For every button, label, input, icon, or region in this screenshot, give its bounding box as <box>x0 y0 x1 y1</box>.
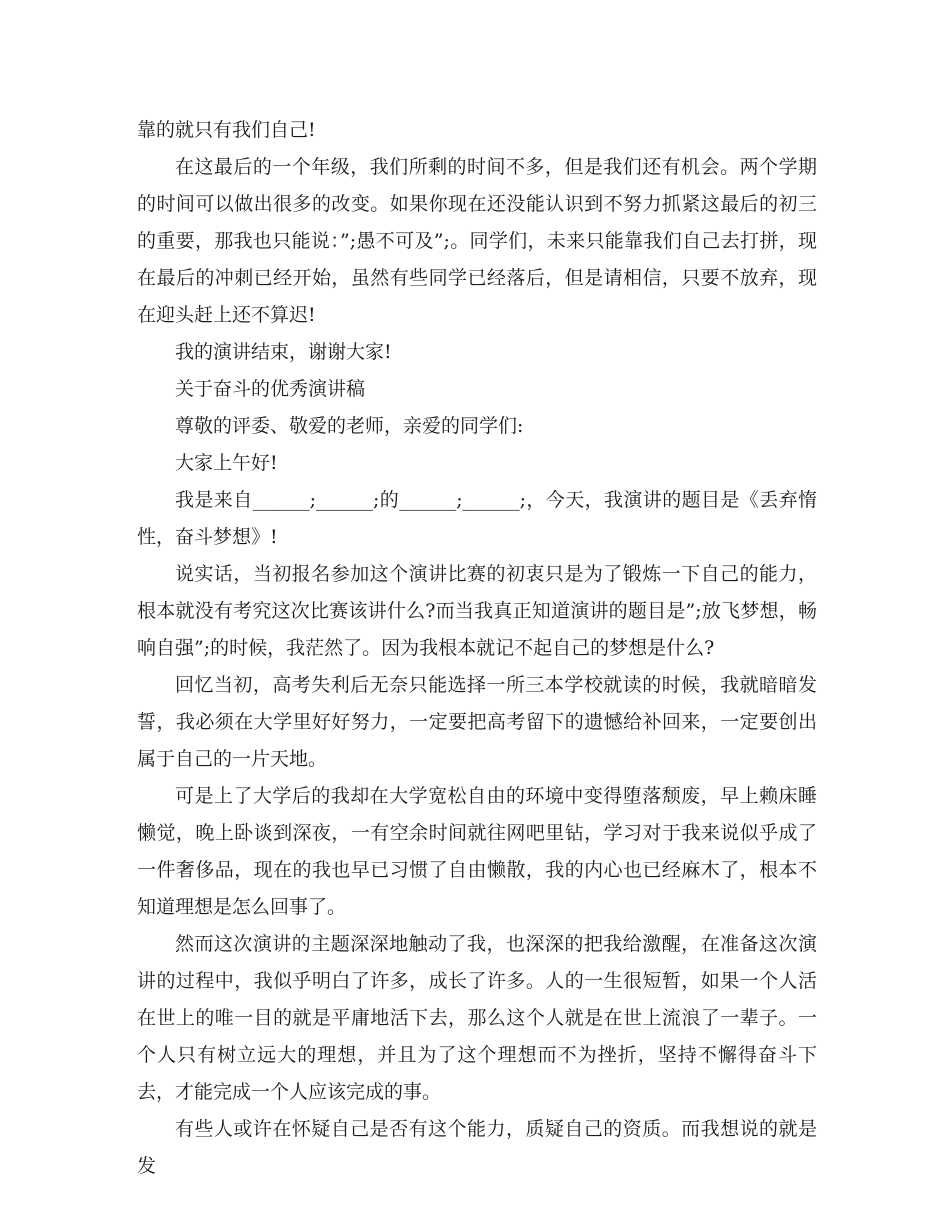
paragraph: 回忆当初，高考失利后无奈只能选择一所三本学校就读的时候，我就暗暗发誓，我必须在大学里好好努力，一定要把高考留下的遗憾给补回来，一定要创出属于自己的一片天地。 <box>137 674 817 770</box>
paragraph: 在这最后的一个年级，我们所剩的时间不多，但是我们还有机会。两个学期的时间可以做出很多的改变。如果你现在还没能认识到不努力抓紧这最后的初三的重要，那我也只能说：”;愚不可及”;。同学们，未来只能靠我们自己去打拼，现在最后的冲刺已经开始，虽然有些同学已经落后，但是请相信，只要不放弃，现在迎头赶上还不算迟! <box>137 156 817 326</box>
paragraph: 然而这次演讲的主题深深地触动了我，也深深的把我给激醒，在准备这次演讲的过程中，我似乎明白了许多，成长了许多。人的一生很短暂，如果一个人活在世上的唯一目的就是平庸地活下去，那么这个人就是在世上流浪了一辈子。一个人只有树立远大的理想，并且为了这个理想而不为挫折，坚持不懈得奋斗下去，才能完成一个人应该完成的事。 <box>137 933 817 1103</box>
salutation: 尊敬的评委、敬爱的老师，亲爱的同学们: <box>175 415 524 437</box>
greeting: 大家上午好! <box>175 452 278 474</box>
paragraph: 可是上了大学后的我却在大学宽松自由的环境中变得堕落颓废，早上赖床睡懒觉，晚上卧谈到深夜，一有空余时间就往网吧里钻，学习对于我来说似乎成了一件奢侈品，现在的我也早已习惯了自由懒散，我的内心也已经麻木了，根本不知道理想是怎么回事了。 <box>137 785 817 918</box>
document-body <box>137 112 817 1185</box>
paragraph: 我是来自______;______;的______;______;，今天，我演讲的题目是《丢弃惰性，奋斗梦想》! <box>137 489 817 548</box>
paragraph: 我的演讲结束，谢谢大家! <box>175 341 392 363</box>
paragraph: 说实话，当初报名参加这个演讲比赛的初衷只是为了锻炼一下自己的能力，根本就没有考究这次比赛该讲什么?而当我真正知道演讲的题目是”;放飞梦想，畅响自强”;的时候，我茫然了。因为我根本就记不起自己的梦想是什么? <box>137 563 817 659</box>
paragraph: 靠的就只有我们自己! <box>137 119 316 141</box>
section-title: 关于奋斗的优秀演讲稿 <box>175 378 366 400</box>
paragraph: 有些人或许在怀疑自己是否有这个能力，质疑自己的资质。而我想说的就是发 <box>137 1118 817 1177</box>
